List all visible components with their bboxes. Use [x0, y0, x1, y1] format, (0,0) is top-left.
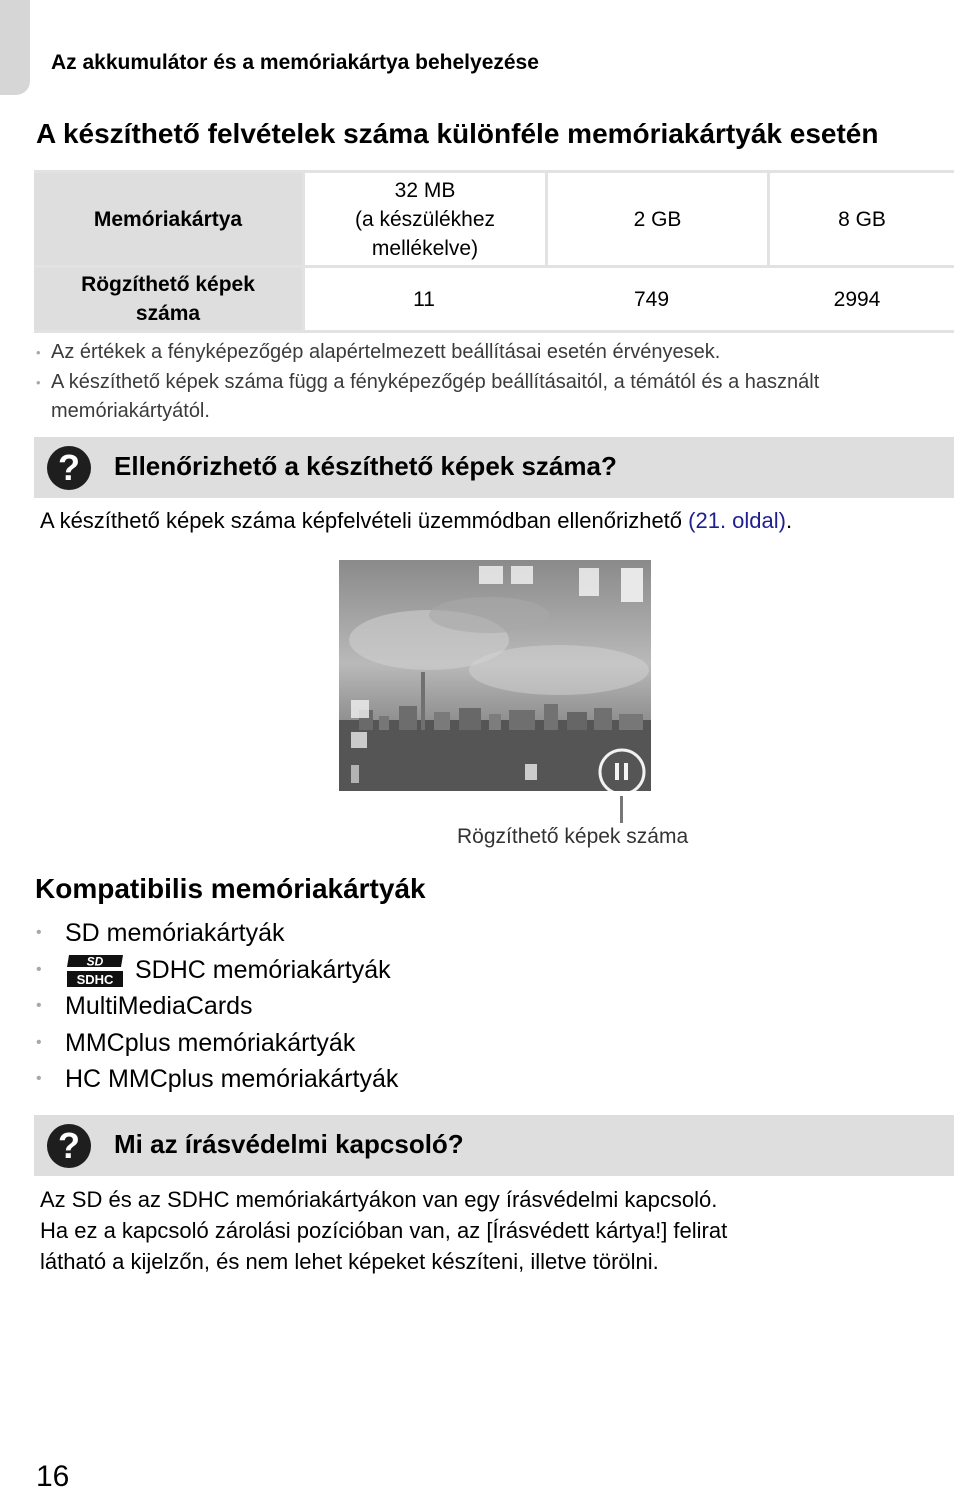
page-number: 16	[36, 1460, 70, 1493]
question-answer	[40, 508, 792, 534]
question-title: Ellenőrizhető a készíthető képek száma?	[114, 451, 617, 481]
sdhc-logo-icon	[65, 953, 127, 989]
answer-line: Az SD és az SDHC memóriakártyákon van egy írásvédelmi kapcsoló.	[40, 1187, 718, 1212]
count-2gb: 749	[633, 287, 670, 311]
list-item-label: SDHC memóriakártyák	[135, 955, 391, 984]
camera-screen-image	[339, 560, 651, 791]
list-item	[36, 952, 398, 989]
table-cell-8gb: 8 GB	[769, 172, 955, 267]
answer-text: A készíthető képek száma képfelvételi üzemmódban ellenőrizhető	[40, 508, 689, 533]
compat-list	[36, 915, 398, 1098]
table-cell-32mb: 32 MB (a készülékhez mellékelve)	[304, 172, 547, 267]
compat-section-title: Kompatibilis memóriakártyák	[35, 873, 426, 904]
sdhc-logo-text: SDHC	[76, 971, 114, 987]
answer-line: látható a kijelzőn, és nem lehet képeket készíteni, illetve törölni.	[40, 1249, 659, 1274]
question-icon: ?	[47, 446, 91, 490]
count-32mb: 11	[413, 287, 435, 311]
list-item: • A készíthető képek száma függ a fényképezőgép beállításaitól, a témától és a használt memóriakártyától.	[36, 368, 956, 426]
page-link[interactable]: (21. oldal)	[688, 508, 786, 533]
answer-suffix: .	[785, 508, 793, 533]
table-row	[34, 267, 954, 332]
chapter-tab	[0, 0, 30, 95]
list-item: • Az értékek a fényképezőgép alapértelmezett beállításai esetén érvényesek.	[36, 338, 956, 367]
callout-line	[620, 796, 623, 823]
list-item: • MultiMediaCards	[36, 988, 398, 1025]
notes-list	[36, 338, 956, 427]
list-item: • MMCplus memóriakártyák	[36, 1025, 398, 1062]
answer-line: Ha ez a kapcsoló zárolási pozícióban van, az [Írásvédett kártya!] felirat	[40, 1218, 728, 1243]
question-bar	[34, 1115, 954, 1176]
list-item: • SD memóriakártyák	[36, 915, 398, 952]
list-item: • HC MMCplus memóriakártyák	[36, 1061, 398, 1098]
row-header-count: Rögzíthető képek száma	[34, 267, 304, 332]
table-cell-counts	[304, 267, 955, 332]
section-title: A készíthető felvételek száma különféle memóriakártyák esetén	[36, 118, 879, 149]
callout-label: Rögzíthető képek száma	[457, 825, 689, 848]
table-row	[34, 172, 954, 267]
card-capacity-table	[34, 170, 954, 333]
question-answer	[40, 1184, 727, 1277]
table-cell-2gb: 2 GB	[547, 172, 769, 267]
question-icon: ?	[47, 1124, 91, 1168]
question-bar	[34, 437, 954, 498]
running-header: Az akkumulátor és a memóriakártya behelyezése	[51, 51, 539, 74]
row-header-card: Memóriakártya	[34, 172, 304, 267]
svg-text:SD: • SD	[86, 954, 104, 969]
question-title: Mi az írásvédelmi kapcsoló?	[114, 1129, 464, 1159]
count-8gb: 2994	[833, 287, 881, 311]
